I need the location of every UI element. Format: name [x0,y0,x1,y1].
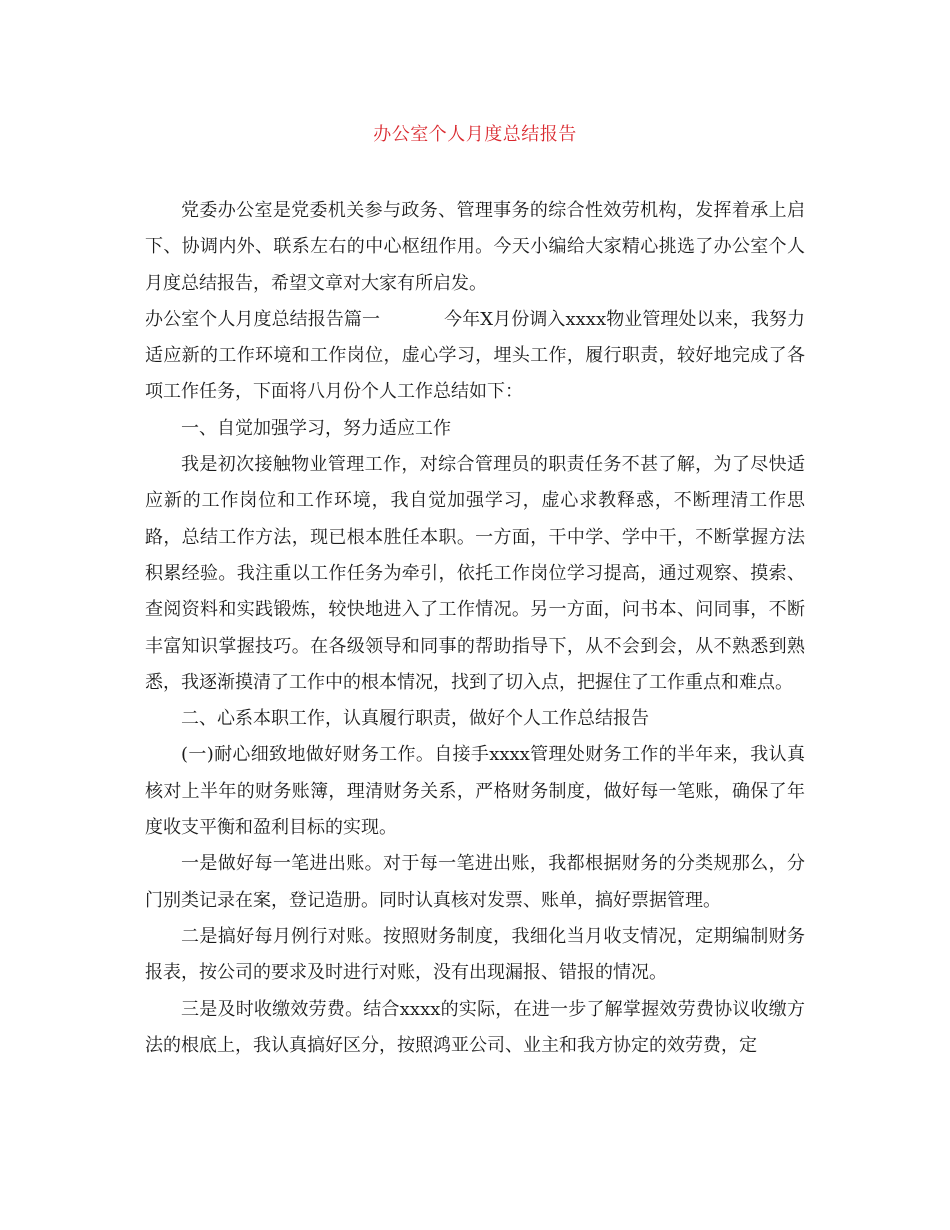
paragraph-two: (一)耐心细致地做好财务工作。自接手xxxx管理处财务工作的半年来，我认真核对上半年的财务账簿，理清财务关系，严格财务制度，做好每一笔账，确保了年度收支平衡和盈利目标的实现。 [145,744,805,839]
section-opening-paragraph [145,302,805,411]
document-title: 办公室个人月度总结报告 [373,124,577,145]
heading-one: 一、自觉加强学习，努力适应工作 [181,417,451,439]
document-body [145,193,805,1064]
paragraph-four: 二是搞好每月例行对账。按照财务制度，我细化当月收支情况，定期编制财务报表，按公司的要求及时进行对账，没有出现漏报、错报的情况。 [145,925,805,984]
section-heading: 办公室个人月度总结报告篇一 [145,308,381,330]
section-opening-text: 今年X月份调入xxxx物业管理处以来，我努力适应新的工作环境和工作岗位，虚心学习，埋头工作，履行职责，较好地完成了各项工作任务，下面将八月份个人工作总结如下： [145,308,805,403]
paragraph-one: 我是初次接触物业管理工作，对综合管理员的职责任务不甚了解，为了尽快适应新的工作岗位和工作环境，我自觉加强学习，虚心求教释惑，不断理清工作思路，总结工作方法，现已根本胜任本职。一方面，干中学、学中干，不断掌握方法积累经验。我注重以工作任务为牵引，依托工作岗位学习提高，通过观察、摸索、查阅资料和实践锻炼，较快地进入了工作情况。另一方面，问书本、问同事，不断丰富知识掌握技巧。在各级领导和同事的帮助指导下，从不会到会，从不熟悉到熟悉，我逐渐摸清了工作中的根本情况，找到了切入点，把握住了工作重点和难点。 [145,454,805,693]
paragraph-five: 三是及时收缴效劳费。结合xxxx的实际，在进一步了解掌握效劳费协议收缴方法的根底上，我认真搞好区分，按照鸿亚公司、业主和我方协定的效劳费，定 [145,998,805,1056]
intro-paragraph: 党委办公室是党委机关参与政务、管理事务的综合性效劳机构，发挥着承上启下、协调内外、联系左右的中心枢纽作用。今天小编给大家精心挑选了办公室个人月度总结报告，希望文章对大家有所启发。 [145,200,805,294]
heading-two: 二、心系本职工作，认真履行职责，做好个人工作总结报告 [181,708,649,730]
paragraph-three: 一是做好每一笔进出账。对于每一笔进出账，我都根据财务的分类规那么，分门别类记录在案，登记造册。同时认真核对发票、账单，搞好票据管理。 [145,853,805,911]
